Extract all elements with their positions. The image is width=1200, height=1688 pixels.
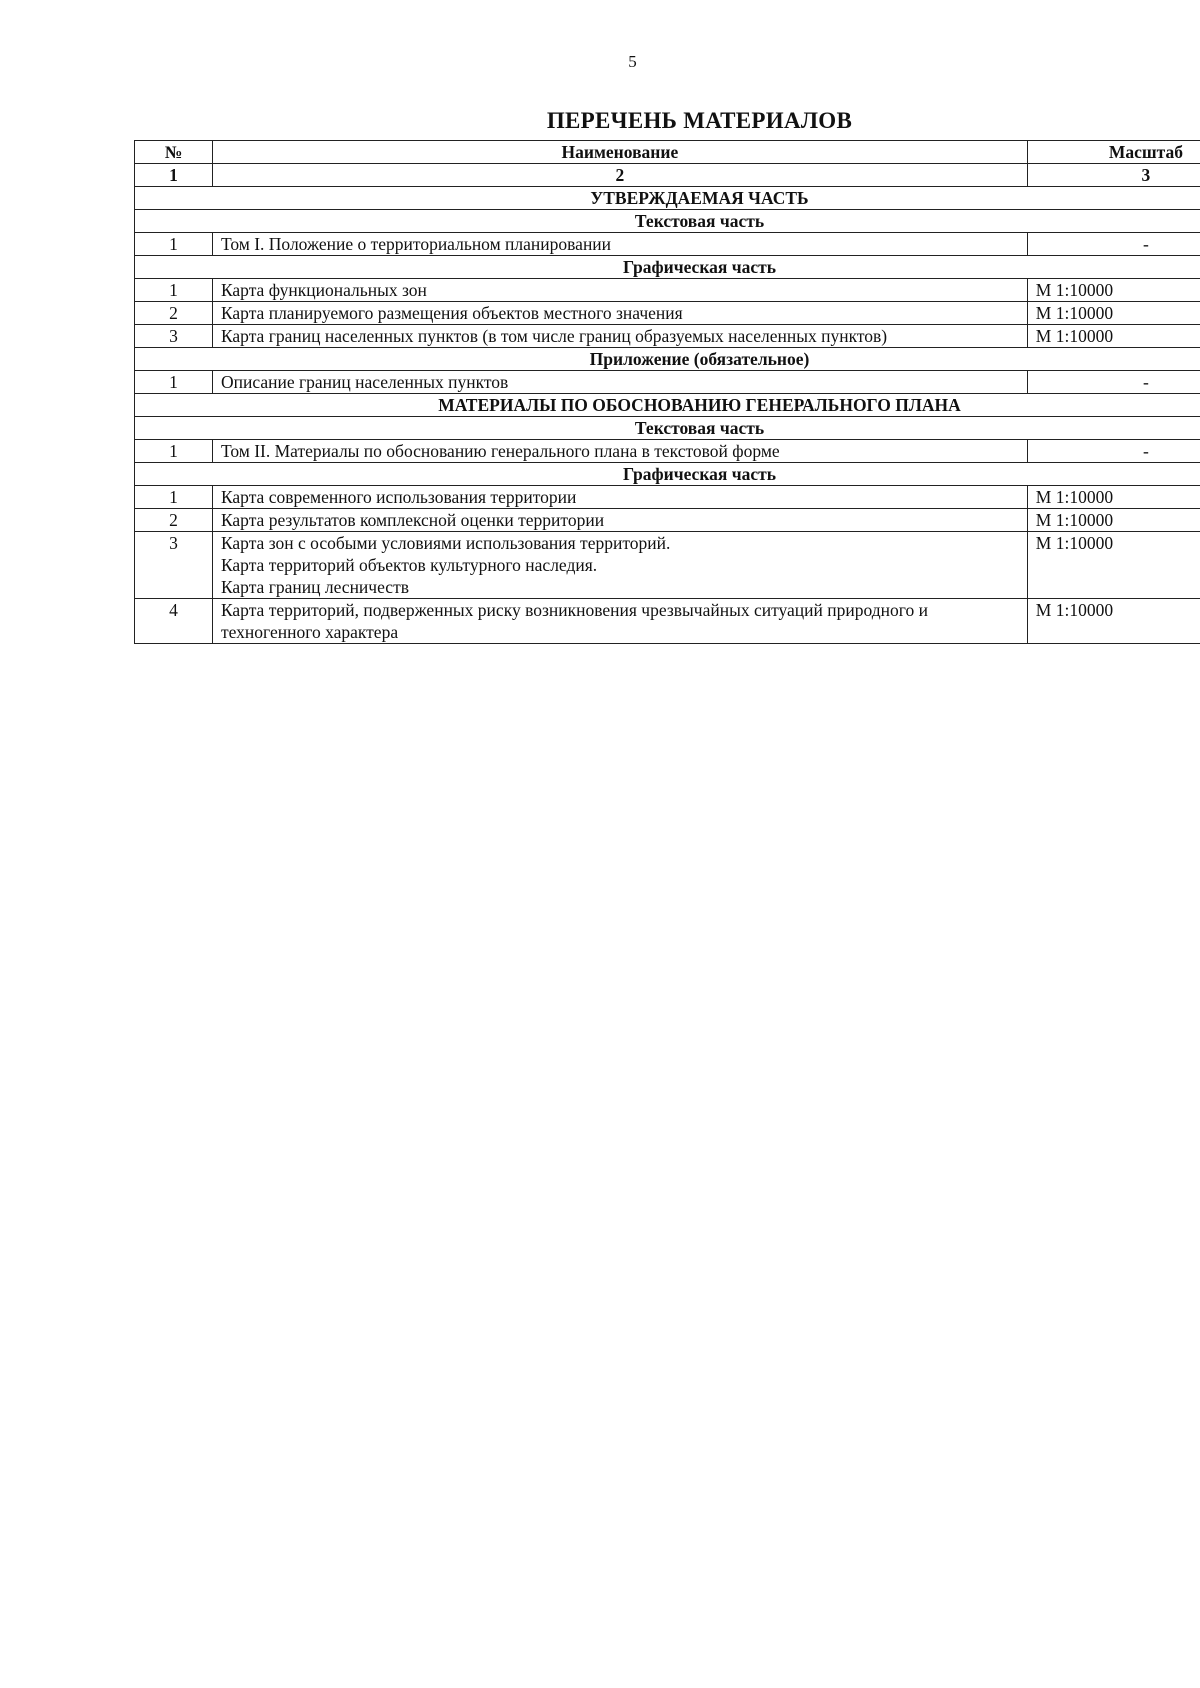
- row-name-line: Карта планируемого размещения объектов местного значения: [220, 303, 683, 323]
- table-header: [135, 141, 1200, 187]
- part-heading: УТВЕРЖДАЕМАЯ ЧАСТЬ: [135, 187, 1200, 210]
- row-scale: М 1:10000: [1027, 532, 1200, 599]
- part-heading: МАТЕРИАЛЫ ПО ОБОСНОВАНИЮ ГЕНЕРАЛЬНОГО ПЛАНА: [135, 394, 1200, 417]
- row-name-line: Карта территорий, подверженных риску возникновения чрезвычайных ситуаций природного и техногенного характера: [220, 600, 928, 642]
- table-row: [135, 440, 1200, 463]
- row-number: 3: [135, 325, 213, 348]
- column-number-1: 1: [135, 164, 213, 187]
- section-heading-row: [135, 256, 1200, 279]
- header-scale: Масштаб: [1027, 141, 1200, 164]
- row-name: [212, 440, 1027, 463]
- row-name: [212, 486, 1027, 509]
- row-name-line: Карта зон с особыми условиями использования территорий.: [220, 533, 671, 553]
- row-number: 1: [135, 279, 213, 302]
- row-number: 1: [135, 371, 213, 394]
- materials-table: [134, 140, 1200, 644]
- table-body: [135, 187, 1200, 644]
- part-heading-row: [135, 187, 1200, 210]
- row-scale: М 1:10000: [1027, 599, 1200, 644]
- table-row: [135, 371, 1200, 394]
- row-scale: М 1:10000: [1027, 279, 1200, 302]
- row-name-line: Карта функциональных зон: [220, 280, 427, 300]
- table-row: [135, 279, 1200, 302]
- row-number: 4: [135, 599, 213, 644]
- row-scale: М 1:10000: [1027, 486, 1200, 509]
- section-heading: Текстовая часть: [135, 210, 1200, 233]
- row-name: [212, 509, 1027, 532]
- row-scale: М 1:10000: [1027, 325, 1200, 348]
- row-name-line: Карта границ лесничеств: [220, 577, 409, 597]
- row-name-line: Карта территорий объектов культурного наследия.: [220, 555, 598, 575]
- row-name-line: Том II. Материалы по обоснованию генерального плана в текстовой форме: [220, 441, 780, 461]
- section-heading-row: [135, 348, 1200, 371]
- row-number: 1: [135, 440, 213, 463]
- row-scale: М 1:10000: [1027, 302, 1200, 325]
- row-name: [212, 532, 1027, 599]
- section-heading: Приложение (обязательное): [135, 348, 1200, 371]
- row-name-line: Карта современного использования территории: [220, 487, 577, 507]
- row-number: 3: [135, 532, 213, 599]
- table-row: [135, 509, 1200, 532]
- part-heading-row: [135, 394, 1200, 417]
- row-name: [212, 279, 1027, 302]
- row-scale: -: [1027, 371, 1200, 394]
- row-number: 1: [135, 486, 213, 509]
- column-number-row: [135, 164, 1200, 187]
- section-heading-row: [135, 463, 1200, 486]
- table-row: [135, 325, 1200, 348]
- table-row: [135, 233, 1200, 256]
- row-number: 1: [135, 233, 213, 256]
- row-scale: М 1:10000: [1027, 509, 1200, 532]
- row-scale: -: [1027, 233, 1200, 256]
- row-name-line: Карта результатов комплексной оценки территории: [220, 510, 605, 530]
- document-title: ПЕРЕЧЕНЬ МАТЕРИАЛОВ: [546, 108, 853, 133]
- row-number: 2: [135, 302, 213, 325]
- section-heading: Графическая часть: [135, 463, 1200, 486]
- row-name-line: Карта границ населенных пунктов (в том числе границ образуемых населенных пунктов): [220, 326, 888, 346]
- row-name: [212, 599, 1027, 644]
- column-number-2: 2: [212, 164, 1027, 187]
- table-row: [135, 486, 1200, 509]
- table-row: [135, 599, 1200, 644]
- section-heading-row: [135, 417, 1200, 440]
- row-name-line: Описание границ населенных пунктов: [220, 372, 509, 392]
- row-name: [212, 325, 1027, 348]
- row-name: [212, 233, 1027, 256]
- row-scale: -: [1027, 440, 1200, 463]
- section-heading-row: [135, 210, 1200, 233]
- table-row: [135, 302, 1200, 325]
- row-number: 2: [135, 509, 213, 532]
- row-name: [212, 371, 1027, 394]
- table-row: [135, 532, 1200, 599]
- row-name-line: Том I. Положение о территориальном планировании: [220, 234, 612, 254]
- section-heading: Текстовая часть: [135, 417, 1200, 440]
- header-name: Наименование: [212, 141, 1027, 164]
- header-row: [135, 141, 1200, 164]
- section-heading: Графическая часть: [135, 256, 1200, 279]
- column-number-3: 3: [1027, 164, 1200, 187]
- header-number: №: [135, 141, 213, 164]
- page-number: 5: [628, 52, 637, 71]
- row-name: [212, 302, 1027, 325]
